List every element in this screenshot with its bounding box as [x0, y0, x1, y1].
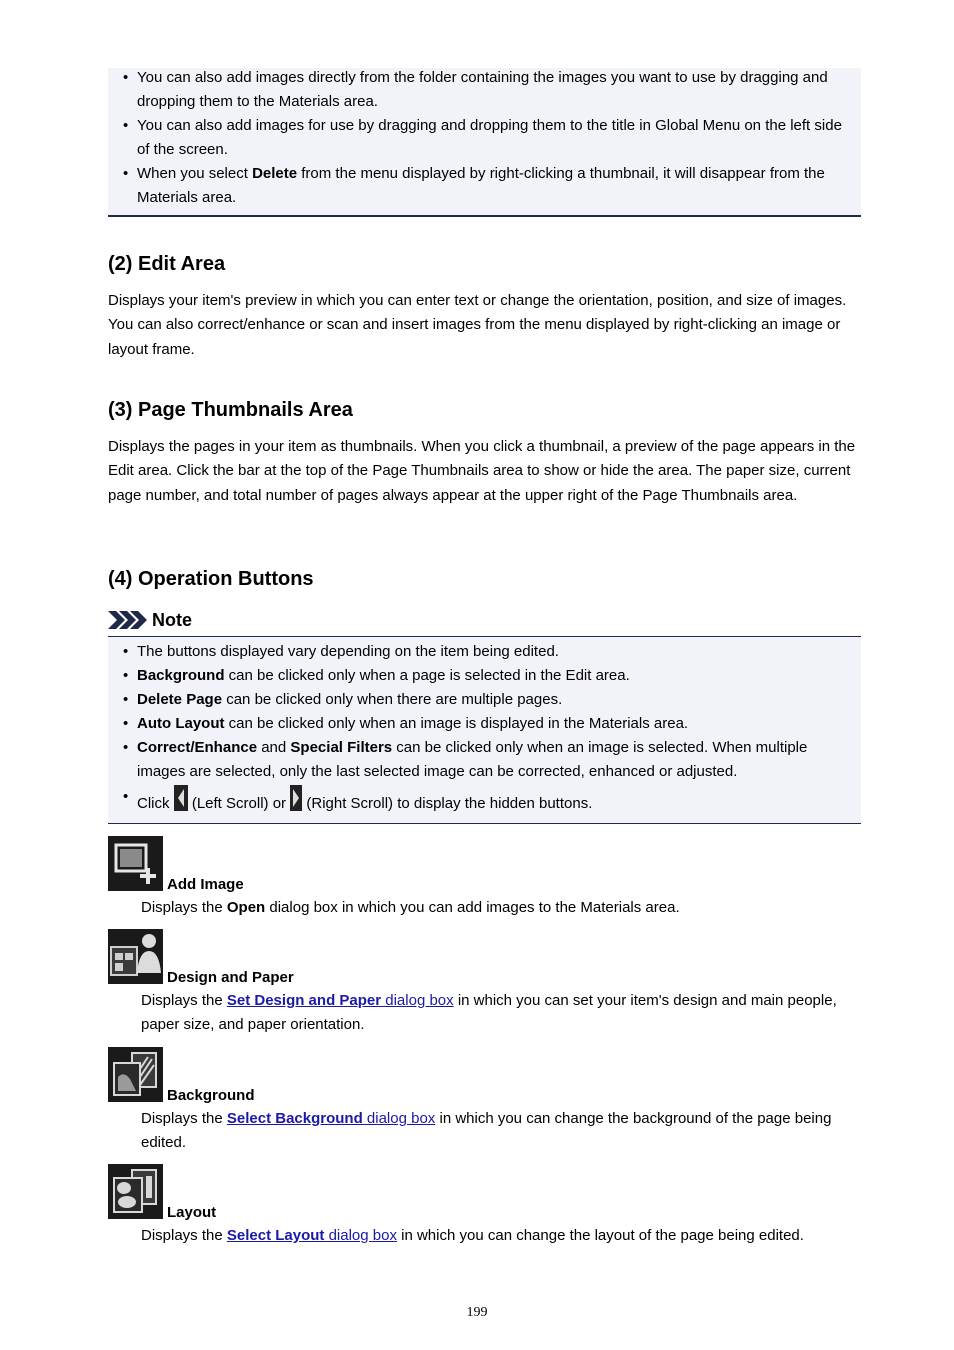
section-body-edit-area: Displays your item's preview in which you can enter text or change the orientation, position, and size of images. You can also correct/enhance or scan and insert images from the menu displayed by right-clicking an image or layout frame.: [108, 292, 847, 358]
list-item: • Correct/Enhance and Special Filters can be clicked only when an image is selected. When multiple images are selected, only the last selected image can be corrected, enhanced or adjusted.: [137, 736, 855, 784]
list-item: • You can also add images for use by dragging and dropping them to the title in Global Menu on the left side of the screen.: [137, 114, 855, 162]
list-item: • Delete Page can be clicked only when there are multiple pages.: [137, 688, 855, 712]
button-label-layout: Layout: [167, 1204, 217, 1221]
design-and-paper-icon: [108, 929, 163, 984]
list-item: • Auto Layout can be clicked only when an image is displayed in the Materials area.: [137, 712, 855, 736]
section-body-page-thumbnails: Displays the pages in your item as thumbnails. When you click a thumbnail, a preview of the page appears in the Edit area. Click the bar at the top of the Page Thumbnails area to show or hide the area. The paper size, current page number, and total number of pages always appear at the upper right of the Page Thumbnails area.: [108, 438, 856, 504]
set-design-and-paper-link[interactable]: Set Design and Paper dialog box: [226, 992, 454, 1009]
section-title-edit-area: (2) Edit Area: [108, 253, 226, 275]
list-item: • The buttons displayed vary depending on the item being edited.: [137, 640, 855, 664]
list-item: • You can also add images directly from the folder containing the images you want to use by dragging and dropping them to the Materials area.: [137, 66, 855, 114]
chevron-arrows-icon: [108, 611, 148, 629]
button-desc-background: Displays the Select Background dialog box in which you can change the background of the page being edited.: [141, 1110, 832, 1152]
right-scroll-icon: [290, 785, 302, 811]
background-icon: [108, 1047, 163, 1102]
left-scroll-icon: [174, 785, 188, 811]
note-label: Note: [152, 610, 192, 630]
button-label-background: Background: [167, 1087, 255, 1104]
section-title-operation-buttons: (4) Operation Buttons: [108, 568, 314, 590]
button-desc-design-and-paper: Displays the Set Design and Paper dialog box in which you can set your item's design and main people, paper size, and paper orientation.: [141, 992, 837, 1034]
top-note-box: [108, 68, 861, 217]
select-background-link[interactable]: Select Background dialog box: [226, 1110, 436, 1127]
layout-icon: [108, 1164, 163, 1219]
list-item: • Background can be clicked only when a page is selected in the Edit area.: [137, 664, 855, 688]
page-number: 199: [466, 1305, 488, 1320]
button-label-design-and-paper: Design and Paper: [167, 969, 294, 986]
operation-note-box: [108, 636, 861, 824]
button-desc-layout: Displays the Select Layout dialog box in which you can change the layout of the page being edited.: [141, 1227, 804, 1244]
select-layout-link[interactable]: Select Layout dialog box: [226, 1227, 397, 1244]
button-desc-add-image: Displays the Open dialog box in which you can add images to the Materials area.: [141, 899, 680, 916]
button-label-add-image: Add Image: [167, 876, 244, 893]
add-image-icon: [108, 836, 163, 891]
section-title-page-thumbnails: (3) Page Thumbnails Area: [108, 399, 353, 421]
list-item: • When you select Delete from the menu displayed by right-clicking a thumbnail, it will disappear from the Materials area.: [137, 162, 855, 210]
list-item: • Click (Left Scroll) or (Right Scroll) to display the hidden buttons.: [137, 785, 855, 816]
